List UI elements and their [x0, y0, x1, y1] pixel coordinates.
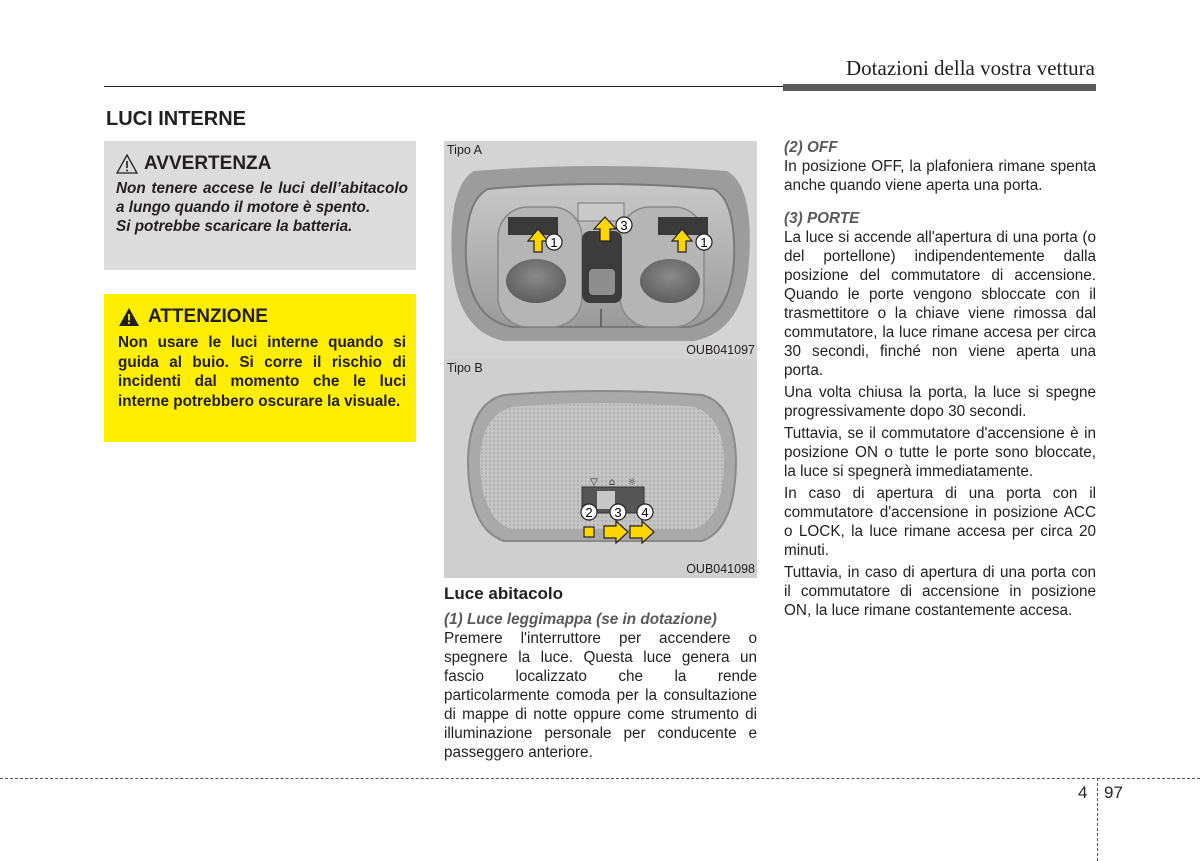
- warning-line: Non tenere accese le luci dell’abitacolo a lungo quando il motore è spento.: [116, 180, 408, 216]
- callout-numbers-b: [444, 359, 757, 578]
- footer-divider: [1097, 778, 1098, 861]
- item1-text: Premere l'interruttore per accendere o spegnere la luce. Questa luce genera un fascio localizzato che la rende particolarmente comoda per la consultazione di mappe di notte oppure come strumento di illuminazione personale per conducente e passeggero anteriore.: [444, 630, 757, 761]
- porte-paragraph: La luce si accende all'apertura di una porta (o del portellone) indipendentemente dalla posizione del commutatore di accensione. Quando le porte vengono sbloccate con il trasmettitore o la chiave viene rimossa dal commutatore, la luce rimane accesa per circa 30 secondi, finché non viene aperta una porta.: [784, 229, 1096, 379]
- figure-a-label: Tipo A: [447, 143, 482, 157]
- footer-rule: [0, 778, 1200, 779]
- luce-abitacolo-section: [444, 584, 757, 762]
- caution-title: ATTENZIONE: [148, 306, 268, 327]
- svg-text:⌂: ⌂: [608, 477, 616, 488]
- callout-1-right: 1: [700, 235, 708, 250]
- caution-text: Non usare le luci interne quando si guida al buio. Si corre il rischio di incidenti dal momento che le luci interne potrebbero oscurare la visuale.: [118, 334, 406, 410]
- off-title: (2) OFF: [784, 139, 838, 156]
- callout-numbers: [444, 141, 757, 359]
- header-rule-accent: [783, 84, 1096, 91]
- porte-title: (3) PORTE: [784, 210, 860, 227]
- porte-paragraph: Una volta chiusa la porta, la luce si spegne progressivamente dopo 30 secondi.: [784, 384, 1096, 420]
- porte-paragraph: Tuttavia, in caso di apertura di una porta con il commutatore di accensione in posizione ON, la luce rimane costantemente accesa.: [784, 564, 1096, 619]
- section-title: LUCI INTERNE: [106, 108, 246, 130]
- warning-heading: [116, 153, 271, 175]
- right-column: [784, 138, 1096, 620]
- warning-title: AVVERTENZA: [144, 153, 272, 174]
- caution-box: [104, 294, 416, 442]
- callout-1-left: 1: [550, 235, 558, 250]
- caution-heading: [118, 306, 268, 328]
- figure-b-label: Tipo B: [447, 361, 483, 375]
- figure-type-a: [444, 141, 757, 359]
- figure-type-b: [444, 359, 757, 578]
- warning-line: Si potrebbe scaricare la batteria.: [116, 218, 353, 235]
- warning-triangle-icon: [116, 154, 138, 174]
- svg-text:▽: ▽: [590, 477, 598, 488]
- callout-2: 2: [585, 505, 593, 520]
- luce-abitacolo-heading: Luce abitacolo: [444, 584, 564, 603]
- callout-3: 3: [614, 505, 622, 520]
- warning-text: [116, 179, 408, 236]
- porte-paragraph: In caso di apertura di una porta con il commutatore d'accensione in posizione ACC o LOCK, la luce rimane accesa per circa 20 minuti.: [784, 485, 1096, 559]
- off-text: In posizione OFF, la plafoniera rimane spenta anche quando viene aperta una porta.: [784, 158, 1096, 194]
- page-number: 97: [1104, 783, 1123, 802]
- figure-b-code: OUB041098: [686, 562, 755, 576]
- callout-3: 3: [620, 218, 628, 233]
- porte-paragraph: Tuttavia, se il commutatore d'accensione è in posizione ON o tutte le porte sono bloccate, la luce si spegnerà immediatamente.: [784, 425, 1096, 480]
- figure-a-code: OUB041097: [686, 343, 755, 357]
- callout-4: 4: [641, 505, 649, 520]
- chapter-number: 4: [1078, 783, 1088, 802]
- warning-box: [104, 141, 416, 270]
- caution-triangle-icon: [118, 307, 140, 327]
- svg-text:☼: ☼: [627, 477, 637, 488]
- running-header: Dotazioni della vostra vettura: [846, 56, 1095, 80]
- item1-title: (1) Luce leggimappa (se in dotazione): [444, 611, 717, 628]
